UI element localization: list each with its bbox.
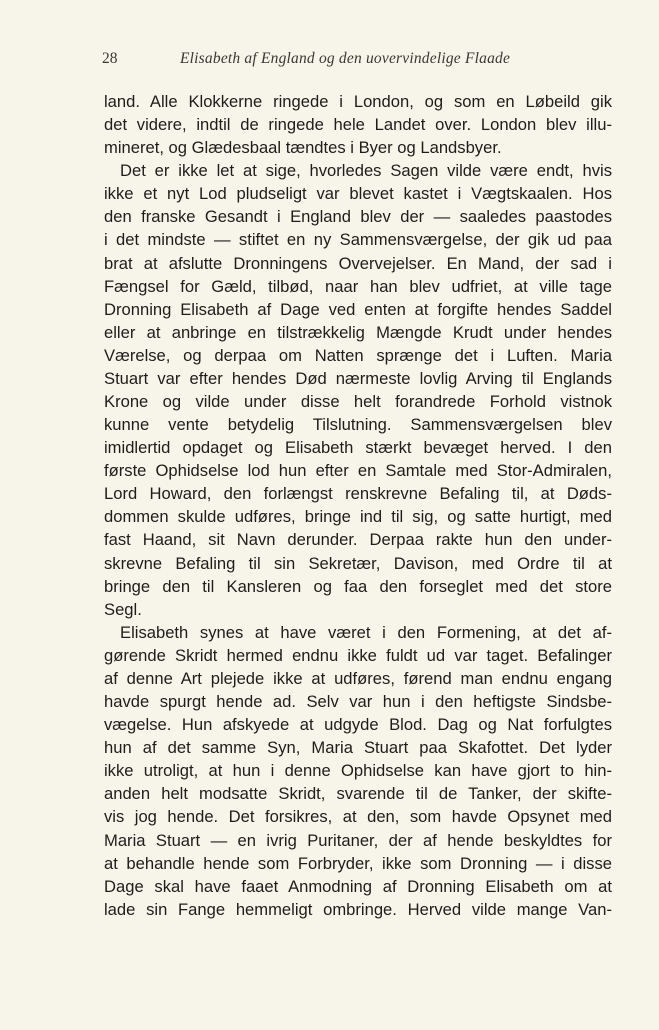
text-line: vis jog hende. Det forsikres, at den, som havde Opsynet med xyxy=(104,807,612,827)
text-line: Elisabeth synes at have været i den Formening, at det af- xyxy=(120,622,612,642)
text-line: havde spurgt hende ad. Selv var hun i den heftigste Sindsbe- xyxy=(104,692,612,712)
text-line: ikke et nyt Lod pludseligt var blevet kastet i Vægtskaalen. Hos xyxy=(104,184,612,204)
text-line: Fængsel for Gæld, tilbød, naar han blev udfriet, at ville tage xyxy=(104,276,612,296)
text-line: kunne vente betydelig Tilslutning. Sammensværgelsen blev xyxy=(104,415,612,435)
page-header xyxy=(102,50,622,68)
text-line: Segl. xyxy=(104,599,142,619)
text-line: anden helt modsatte Skridt, svarende til de Tanker, der skifte- xyxy=(104,784,612,804)
text-line: fast Haand, sit Navn derunder. Derpaa rakte hun den under- xyxy=(104,530,612,550)
text-line: Værelse, og derpaa om Natten sprænge det i Luften. Maria xyxy=(104,345,612,365)
text-line: bringe den til Kansleren og faa den forseglet med det store xyxy=(104,576,612,596)
text-line: at behandle hende som Forbryder, ikke som Dronning — i disse xyxy=(104,853,612,873)
text-line: lade sin Fange hemmeligt ombringe. Herved vilde mange Van- xyxy=(104,899,612,919)
text-line: Dronning Elisabeth af Dage ved enten at forgifte hendes Saddel xyxy=(104,299,612,319)
text-line: skrevne Befaling til sin Sekretær, Davison, med Ordre til at xyxy=(104,553,612,573)
text-line: ikke utroligt, at hun i denne Ophidselse kan have gjort to hin- xyxy=(104,761,612,781)
text-line: dommen skulde udføres, bringe ind til sig, og satte hurtigt, med xyxy=(104,507,612,527)
text-line: i det mindste — stiftet en ny Sammensværgelse, der gik ud paa xyxy=(104,230,612,250)
text-line: mineret, og Glædesbaal tændtes i Byer og Landsbyer. xyxy=(104,138,502,158)
text-line: Lord Howard, den forlængst renskrevne Befaling til, at Døds- xyxy=(104,484,612,504)
text-line: første Ophidselse lod hun efter en Samtale med Stor-Admiralen, xyxy=(104,461,612,481)
running-title: Elisabeth af England og den uovervindelige Flaade xyxy=(180,50,511,67)
text-line: den franske Gesandt i England blev der — saaledes paastodes xyxy=(104,207,612,227)
text-line: af denne Art plejede ikke at udføres, førend man endnu engang xyxy=(104,668,612,688)
text-line: gørende Skridt hermed endnu ikke fuldt ud var taget. Befalinger xyxy=(104,645,612,665)
page-number: 28 xyxy=(102,50,118,67)
text-line: hun af det samme Syn, Maria Stuart paa Skafottet. Det lyder xyxy=(104,738,612,758)
text-line: eller at anbringe en tilstrækkelig Mængde Krudt under hendes xyxy=(104,322,612,342)
text-line: Stuart var efter hendes Død nærmeste lovlig Arving til Englands xyxy=(104,368,612,388)
text-line: imidlertid opdaget og Elisabeth stærkt bevæget herved. I den xyxy=(104,438,612,458)
text-line: Maria Stuart — en ivrig Puritaner, der af hende beskyldtes for xyxy=(104,830,612,850)
text-line: vægelse. Hun afskyede at udgyde Blod. Dag og Nat forfulgtes xyxy=(104,715,612,735)
text-line: Krone og vilde under disse helt forandrede Forhold vistnok xyxy=(104,392,612,412)
text-line: land. Alle Klokkerne ringede i London, og som en Løbeild gik xyxy=(104,92,612,111)
text-line: det videre, indtil de ringede hele Landet over. London blev illu- xyxy=(104,115,612,135)
text-line: Det er ikke let at sige, hvorledes Sagen vilde være endt, hvis xyxy=(120,161,612,181)
text-line: Dage skal have faaet Anmodning af Dronning Elisabeth om at xyxy=(104,876,612,896)
body-text xyxy=(104,90,612,921)
text-line: brat at afslutte Dronningens Overvejelser. En Mand, der sad i xyxy=(104,253,612,273)
